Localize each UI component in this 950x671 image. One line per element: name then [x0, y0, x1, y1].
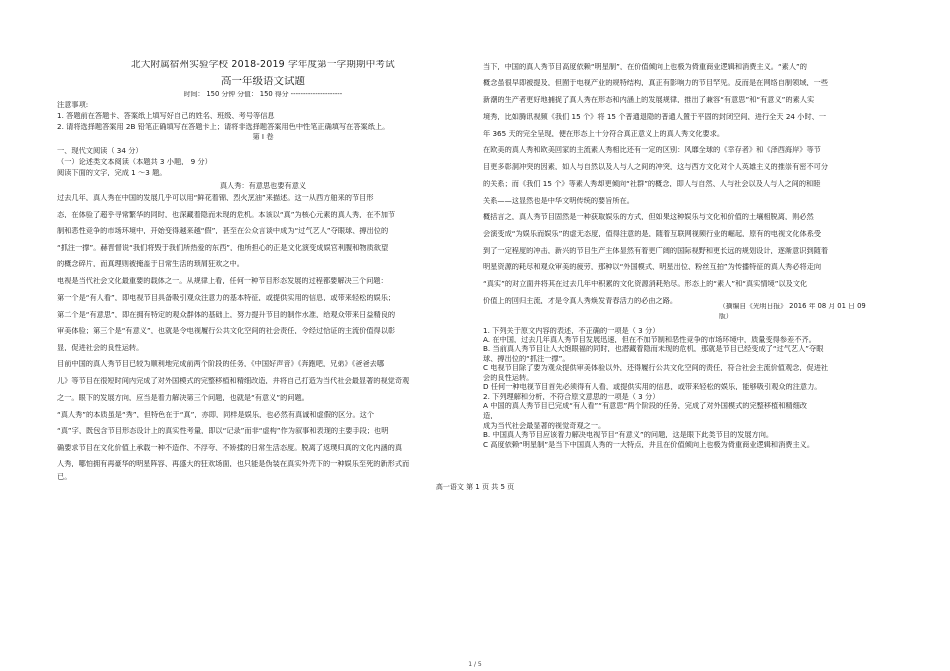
left-line: “真人秀”的本质虽是“秀”，但特色在于“真”，亦即，同样是娱乐，也必然有真诚和虚假的区分。这个: [57, 411, 375, 419]
left-line: 之一。眼下的发展方向，应当是着力解决第三个问题，也就是“有意义”的问题。: [57, 394, 309, 402]
left-line: 已。: [57, 473, 72, 481]
q-line: 球、搏出位的“抓注一撑”。: [483, 355, 570, 363]
left-line: “真”字，既包含节目形态设计上的真实性考量，即以“记录”而非“虚构”作为叙事和表现的主要手段；也明: [57, 427, 389, 435]
left-line: 显，促进社会的良性运转。: [57, 344, 144, 352]
q-line: A. 在中国，过去几年真人秀节目发展迅速，但在不加节制和恶性竞争的市场环境中，质量变得参差不齐。: [483, 336, 816, 344]
source-citation-cont: 版）: [719, 313, 733, 320]
q-line: B. 中国真人秀节目应该着力解决电视节目“有意义”的问题，这是眼下此类节目的发展方向。: [483, 431, 774, 439]
left-line: 电视是当代社会文化最重要的载体之一。从规律上看，任何一种节目形态发展的过程都要解决三个问题：: [57, 277, 388, 285]
right-line: 年 365 天的完全呈现，便在形态上十分符合真正意义上的真人秀文化要求。: [483, 130, 725, 138]
left-line: 态，在体验了超乎寻常繁华的同时，也深藏着隐而未现的危机。本该以“真”为核心元素的真人秀，在不加节: [57, 211, 396, 219]
right-line: 明星资源的耗尽和观众审美的疲劳，那种以“外国模式、明星出位、粉丝互拍”为传播特征的真人秀必将走向: [483, 263, 822, 271]
right-line: 的关系；而《我们 15 个》等素人秀却更倾向“社群”的概念，即人与自然、人与社会以及人与人之间的和睦: [483, 180, 821, 188]
right-line: 在欧美的真人秀和欧美回家的主流素人秀相比还有一定的区别：风靡全球的《幸存者》和《泽西海岸》等节: [483, 146, 821, 154]
page-footer: 高一语文 第 1 页 共 5 页: [435, 483, 515, 491]
exam-title: 北大附属宿州实验学校 2018-2019 学年度第一学期期中考试: [131, 60, 395, 70]
left-line: 目前中国的真人秀节目已较为顺利地完成前两个阶段的任务，《中国好声音》《奔跑吧，兄弟》《爸爸去哪: [57, 360, 385, 368]
exam-subtitle: 高一年级语文试题: [221, 76, 305, 87]
q-line: 1. 下列关于原文内容的表述，不正确的一项是（ 3 分）: [483, 327, 660, 335]
left-line: 注意事项:: [57, 101, 89, 109]
right-line: 价值上的回归主流，才是令真人秀焕发青春活力的必由之路。: [483, 297, 678, 305]
left-line: 阅读下面的文字，完成 1 ～3 题。: [57, 169, 167, 177]
right-line: 到了一定程度的冲击，新兴的节目生产主体显然有着更广阔的国际视野和更长远的规划设计，逐渐意识到随着: [483, 247, 829, 255]
q-line: B. 当前真人秀节目让人大饱眼福的同时，也潜藏着隐而未现的危机，那就是节目已经变成了“过气艺人”夺眼: [483, 345, 824, 353]
left-line: （一）论述类文本阅读（本题共 3 小题， 9 分）: [57, 158, 212, 166]
left-line: 第二个是“有意思”，即在拥有特定的观众群体的基础上，努力提升节目的制作水准，给观众带来日益精良的: [57, 311, 396, 319]
right-line: 新潮的生产者更好地捕捉了真人秀在形态和内涵上的发展规律，推出了兼容“有意思”和“有意义”的素人实: [483, 96, 815, 104]
right-line: “真实”的对立面并将其在过去几年中积累的文化资源消耗殆尽。形态上的“素人”和“真实情境”以及文化: [483, 280, 808, 288]
source-citation: （摘编自《光明日报》 2016 年 08 月 01 日 09: [719, 303, 866, 310]
q-line: C 高度依赖“明星制”是当下中国真人秀的一大特点，并且在价值倾向上也极为倚重商业逻辑和消费主义。: [483, 441, 815, 449]
right-line: 目更多彰洞冲突的因素，如人与自然以及人与人之间的冲突，这与西方文化对个人英雄主义的推崇有密不可分: [483, 163, 829, 171]
left-line: “抓注一撑”。赫晋督说“我们将毁于我们所热爱的东西”，他所担心的正是文化演变成娱官利腹和物质欲望: [57, 244, 389, 252]
q-line: A 中国的真人秀节目已完成“有人看”“有意思”两个阶段的任务，完成了对外国模式的完整移植和精细改: [483, 402, 807, 410]
q-line: 会的良性运转。: [483, 374, 534, 382]
left-line: 儿》等节目在很短时间内完成了对外国模式的完整移植和精细改造，并将自己打造为当代社会最显著的视觉奇观: [57, 377, 410, 385]
q-line: 2. 下列理解和分析，不符合原文意思的一项是（ 3 分）: [483, 393, 660, 401]
q-line: D 任何一种电视节目首先必须得有人看，或提供实用的信息，或带来轻松的娱乐，能够吸引观众的注意力。: [483, 383, 822, 391]
left-line: 一、现代文阅读（ 34 分）: [57, 147, 143, 155]
left-line: 审美体验；第三个是“有意义”，也就是令电视履行公共文化空间的社会责任，令经过恰证的主流价值得以彰: [57, 327, 396, 335]
right-line: 概括言之，真人秀节目固然是一种获取娱乐的方式，但如果这种娱乐与文化和价值的土壤相脱离，则必然: [483, 213, 814, 221]
page-number: 1 / 5: [468, 661, 482, 668]
right-line: 当下，中国的真人秀节目高度依赖“明星制”，在价值倾向上也极为倚重商业逻辑和消费主义。“素人”的: [483, 63, 807, 71]
left-line: 过去几年，真人秀在中国的发展几乎可以用“鲜花着锦、烈火烹油”来描述。这一从西方舶来的节目形: [57, 194, 374, 202]
left-line: 2. 请将选择题答案用 2B 铅笔正确填写在答题卡上；请将非选择题答案用色中性笔正确填写在答案纸上。: [57, 123, 390, 131]
right-line: 关系——这显然也是中华文明传统的要旨所在。: [483, 197, 634, 205]
q-line: 造，: [483, 412, 498, 420]
left-line: 第一个是“有人看”，即电视节目具备吸引观众注意力的基本特征，或提供实用的信息，或带来轻松的娱乐；: [57, 294, 396, 302]
right-line: 概念虽很早即被提及，但囿于电视产业的规特结构，真正有影响力的节目罕见。反而是在网络自制领域，一些: [483, 79, 829, 87]
left-line: 人秀，哪怕拥有再豪华的明星阵容、再盛大的狂欢场面，也只能是伪装在真实外壳下的一种娱乐至死的新形式而: [57, 460, 410, 468]
left-line: 1. 答题前在答题卡、答案纸上填写好自己的姓名、班级、考号等信息: [57, 112, 275, 120]
left-line: 制和恶性竞争的市场环境中，开始变得越来越“假”，甚至在公众言谈中成为“过气艺人”夺眼球、搏出位的: [57, 227, 389, 235]
exam-meta: 时间： 150 分钟 分值： 150 得分 ---------------------: [183, 91, 343, 98]
left-line: 确要求节目在文化价值上承载一种不造作、不浮夸、不矫揉的日常生活态度。脱离了返璞归真的文化内涵的真: [57, 444, 403, 452]
q-line: C 电视节目除了要为观众提供审美体验以外，还得履行公共文化空间的责任，符合社会主流价值观念，促进社: [483, 364, 829, 372]
right-line: 境秀，比如腾讯视频《我们 15 个》将 15 个普通退隐的普通人置于平固的封闭空间，进行全天 24 小时、一: [483, 113, 827, 121]
q-line: 成为当代社会最显著的视觉奇观之一。: [483, 422, 606, 430]
left-line: 真人秀：有意思也要有意义: [219, 182, 307, 190]
right-line: 会演变成“为娱乐而娱乐”的虚无态度，值得注意的是，随着互联网视频行业的崛起，原有的电视文化体系受: [483, 230, 822, 238]
left-line: 第 Ⅰ 卷: [252, 133, 274, 141]
left-line: 的概念碎片，而真理则被掩盖于日常生活的琐屑狂欢之中。: [57, 260, 244, 268]
